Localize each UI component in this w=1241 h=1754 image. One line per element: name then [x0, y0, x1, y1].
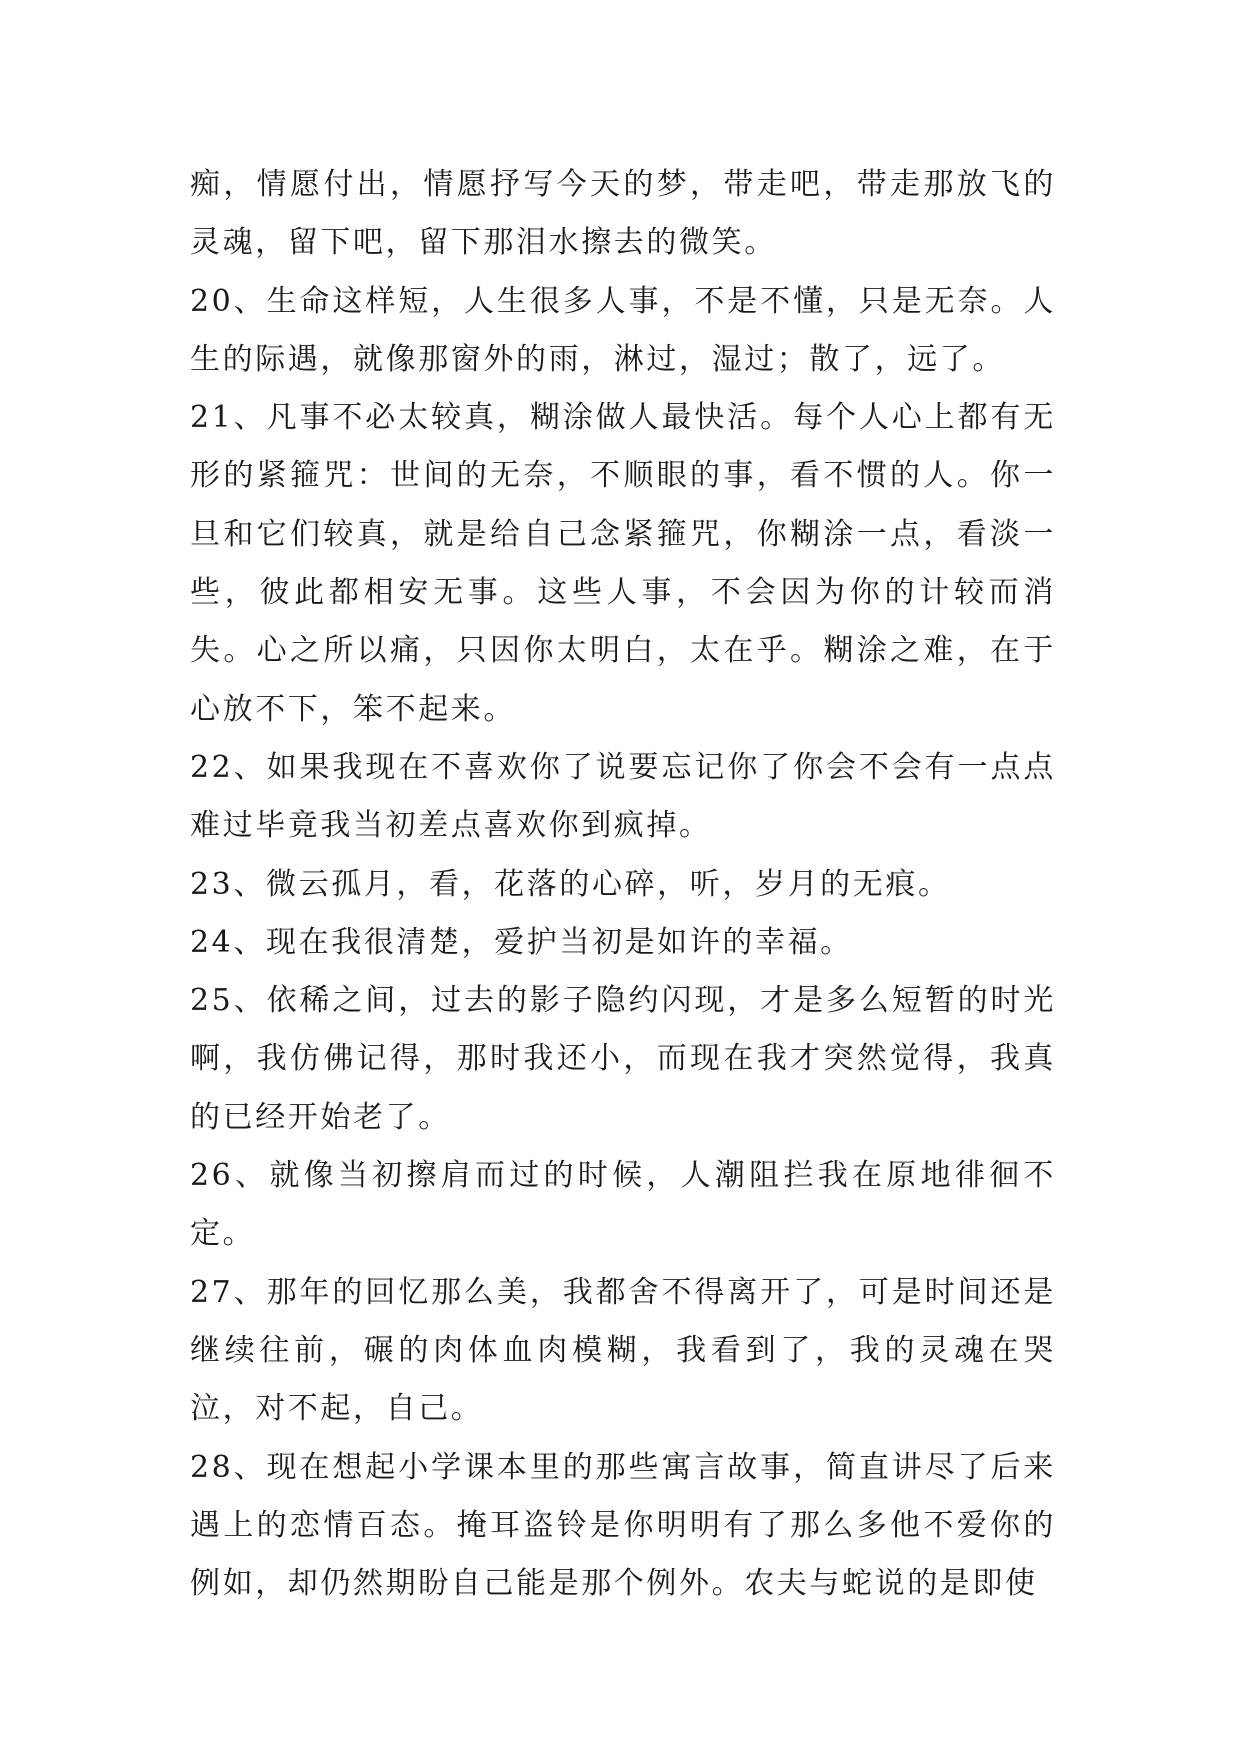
- paragraph-continuation: 痴，情愿付出，情愿抒写今天的梦，带走吧，带走那放飞的灵魂，留下吧，留下那泪水擦去的微笑。: [190, 167, 1056, 261]
- document-body: [190, 156, 1056, 1613]
- paragraph-22: 22、如果我现在不喜欢你了说要忘记你了你会不会有一点点难过毕竟我当初差点喜欢你到疯掉。: [190, 749, 1056, 844]
- paragraph-24: 24、现在我很清楚，爱护当初是如许的幸福。: [190, 924, 853, 960]
- paragraph-23: 23、微云孤月，看，花落的心碎，听，岁月的无痕。: [190, 866, 951, 902]
- paragraph-28: 28、现在想起小学课本里的那些寓言故事，简直讲尽了后来遇上的恋情百态。掩耳盗铃是你明明有了那么多他不爱你的例如，却仍然期盼自己能是那个例外。农夫与蛇说的是即使: [190, 1449, 1056, 1602]
- paragraph-27: 27、那年的回忆那么美，我都舍不得离开了，可是时间还是继续往前，碾的肉体血肉模糊，我看到了，我的灵魂在哭泣，对不起，自己。: [190, 1274, 1056, 1427]
- paragraph-20: 20、生命这样短，人生很多人事，不是不懂，只是无奈。人生的际遇，就像那窗外的雨，淋过，湿过；散了，远了。: [190, 283, 1056, 377]
- paragraph-25: 25、依稀之间，过去的影子隐约闪现，才是多么短暂的时光啊，我仿佛记得，那时我还小，而现在我才突然觉得，我真的已经开始老了。: [190, 983, 1056, 1135]
- paragraph-26: 26、就像当初擦肩而过的时候，人潮阻拦我在原地徘徊不定。: [190, 1158, 1056, 1252]
- paragraph-21: 21、凡事不必太较真，糊涂做人最快活。每个人心上都有无形的紧箍咒：世间的无奈，不顺眼的事，看不惯的人。你一旦和它们较真，就是给自己念紧箍咒，你糊涂一点，看淡一些，彼此都相安无事。这些人事，不会因为你的计较而消失。心之所以痛，只因你太明白，太在乎。糊涂之难，在于心放不下，笨不起来。: [190, 400, 1056, 727]
